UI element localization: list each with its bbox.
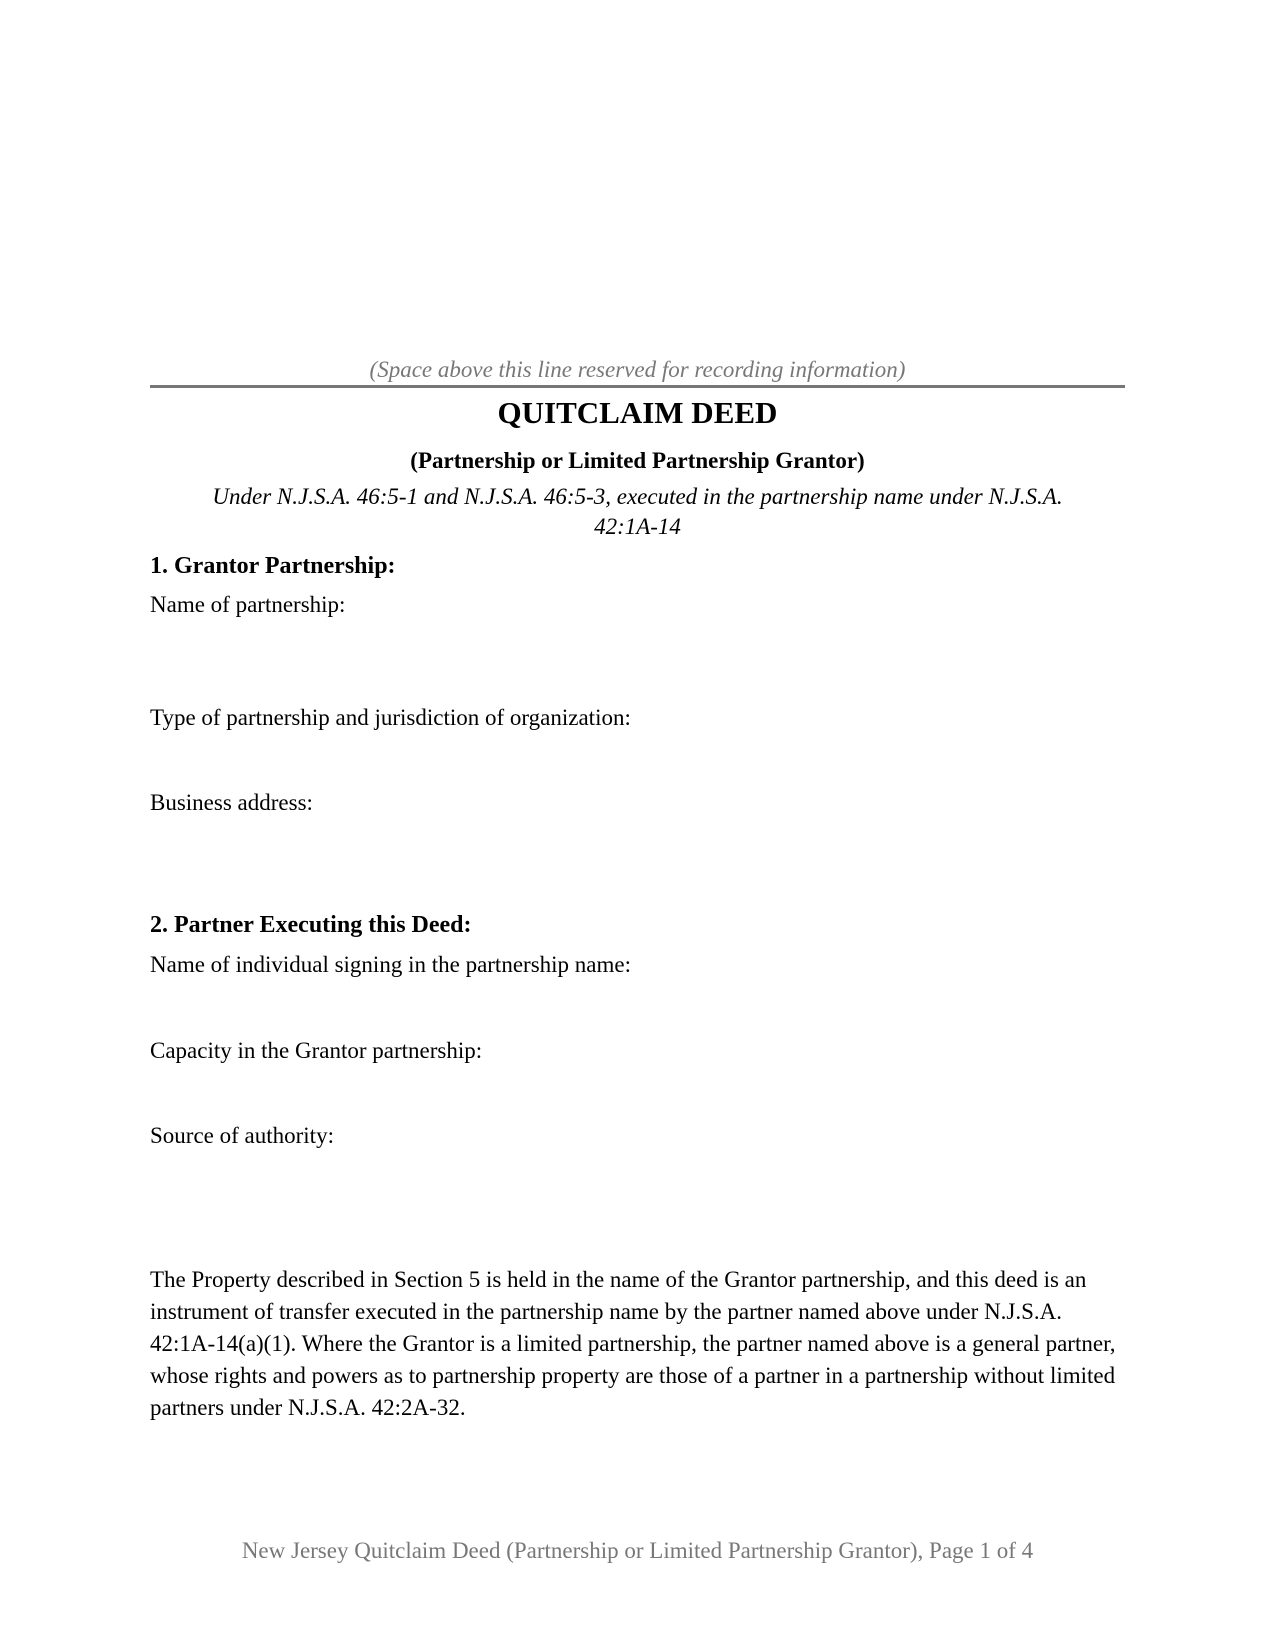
statute-line-1: Under N.J.S.A. 46:5-1 and N.J.S.A. 46:5-3, executed in the partnership name under N.J.S.A. [212, 484, 1063, 509]
recording-note: (Space above this line reserved for recording information) [369, 357, 906, 382]
document-subtitle: (Partnership or Limited Partnership Grantor) [410, 448, 865, 473]
recording-divider [150, 385, 1125, 388]
partnership-type-label: Type of partnership and jurisdiction of organization: [150, 705, 631, 730]
partnership-name-label: Name of partnership: [150, 592, 346, 617]
section-1-heading: 1. Grantor Partnership: [150, 553, 396, 579]
document-title: QUITCLAIM DEED [497, 395, 778, 430]
statute-line-2: 42:1A-14 [594, 514, 681, 539]
partnership-authority-paragraph: The Property described in Section 5 is held in the name of the Grantor partnership, and this deed is an instrument of transfer executed in the partnership name by the partner named above under N.J.S.A. 42:1A-14(a)(1). Where the Grantor is a limited partnership, the partner named above is a general partner, whose rights and powers as to partnership property are those of a partner in a partnership without limited partners under N.J.S.A. 42:2A-32. [150, 1267, 1116, 1420]
source-of-authority-label: Source of authority: [150, 1123, 334, 1148]
signing-individual-label: Name of individual signing in the partnership name: [150, 952, 631, 977]
document-page [150, 0, 1125, 1650]
statute-reference [150, 482, 1125, 542]
section-2-heading: 2. Partner Executing this Deed: [150, 912, 472, 938]
page-footer: New Jersey Quitclaim Deed (Partnership or Limited Partnership Grantor), Page 1 of 4 [241, 1538, 1034, 1563]
capacity-label: Capacity in the Grantor partnership: [150, 1038, 483, 1063]
business-address-label: Business address: [150, 790, 313, 815]
